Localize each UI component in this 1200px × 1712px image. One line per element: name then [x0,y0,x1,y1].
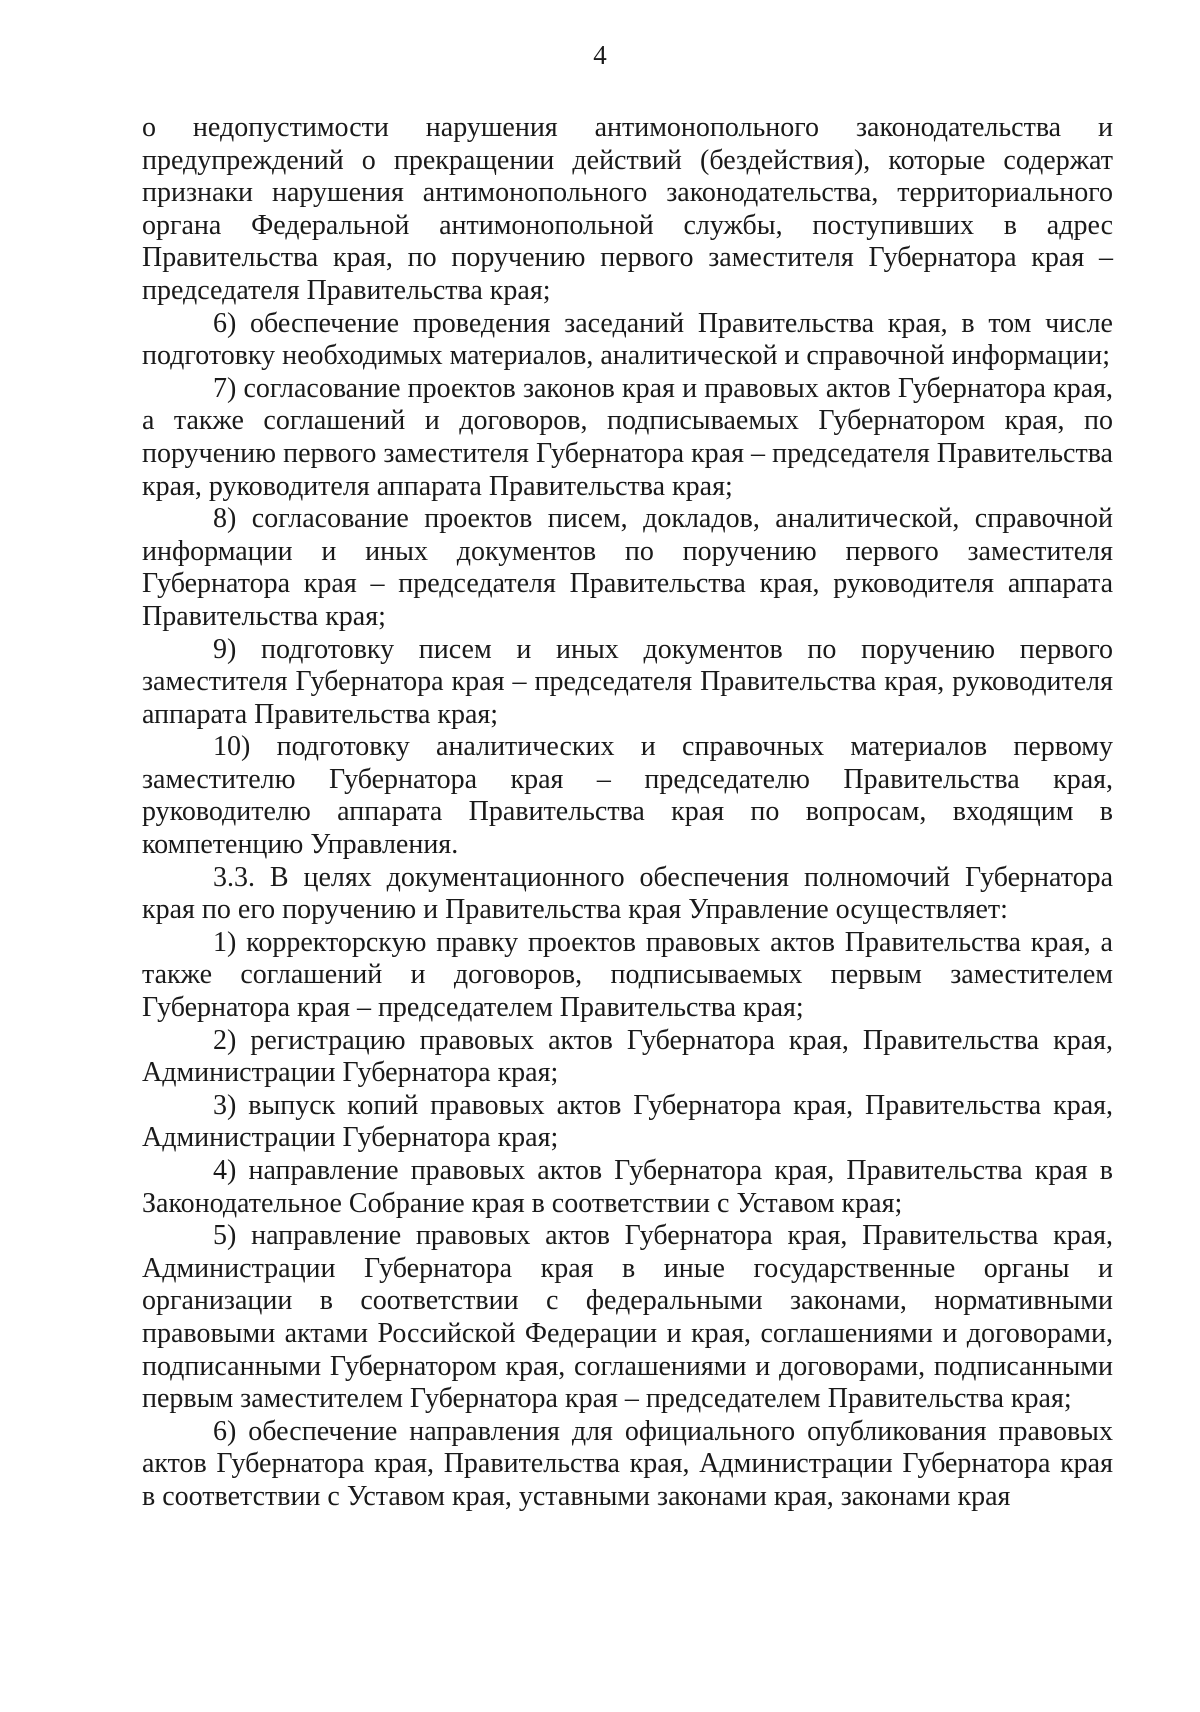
list-item-8: 8) согласование проектов писем, докладов, аналитической, справочной информации и иных документов по поручению первого заместителя Губернатора края – председателя Правительства края, руководителя аппарата Правительства края; [142,503,1113,632]
section-3-3-item-5: 5) направление правовых актов Губернатора края, Правительства края, Администрации Губернатора края в иные государственные органы и организации в соответствии с федеральными законами, нормативными правовыми актами Российской Федерации и края, соглашениями и договорами, подписанными Губернатором края, соглашениями и договорами, подписанными первым заместителем Губернатора края – председателем Правительства края; [142,1220,1113,1415]
section-3-3-item-2: 2) регистрацию правовых актов Губернатора края, Правительства края, Администрации Губернатора края; [142,1024,1113,1089]
section-3-3-heading: 3.3. В целях документационного обеспечения полномочий Губернатора края по его поручению и Правительства края Управление осуществляет: [142,861,1113,926]
list-item-7: 7) согласование проектов законов края и правовых актов Губернатора края, а также соглашений и договоров, подписываемых Губернатором края, по поручению первого заместителя Губернатора края – председателя Правительства края, руководителя аппарата Правительства края; [142,372,1113,502]
section-3-3-item-3: 3) выпуск копий правовых актов Губернатора края, Правительства края, Администрации Губернатора края; [142,1089,1113,1154]
page-number: 4 [593,40,607,70]
list-item-10: 10) подготовку аналитических и справочных материалов первому заместителю Губернатора края – председателю Правительства края, руководителю аппарата Правительства края по вопросам, входящим в компетенцию Управления. [142,731,1113,861]
section-3-3-item-6: 6) обеспечение направления для официального опубликования правовых актов Губернатора края, Правительства края, Администрации Губернатора края в соответствии с Уставом края, уставными законами края, законами края [142,1415,1113,1512]
paragraph-continuation: о недопустимости нарушения антимонопольного законодательства и предупреждений о прекращении действий (бездействия), которые содержат признаки нарушения антимонопольного законодательства, территориального органа Федеральной антимонопольной службы, поступивших в адрес Правительства края, по поручению первого заместителя Губернатора края – председателя Правительства края; [142,112,1113,306]
list-item-6: 6) обеспечение проведения заседаний Правительства края, в том числе подготовку необходимых материалов, аналитической и справочной информации; [142,307,1113,372]
document-body [142,112,1113,1514]
section-3-3-item-4: 4) направление правовых актов Губернатора края, Правительства края в Законодательное Собрание края в соответствии с Уставом края; [142,1155,1113,1219]
section-3-3-item-1: 1) корректорскую правку проектов правовых актов Правительства края, а также соглашений и договоров, подписываемых первым заместителем Губернатора края – председателем Правительства края; [142,926,1113,1024]
list-item-9: 9) подготовку писем и иных документов по поручению первого заместителя Губернатора края – председателя Правительства края, руководителя аппарата Правительства края; [142,633,1113,730]
